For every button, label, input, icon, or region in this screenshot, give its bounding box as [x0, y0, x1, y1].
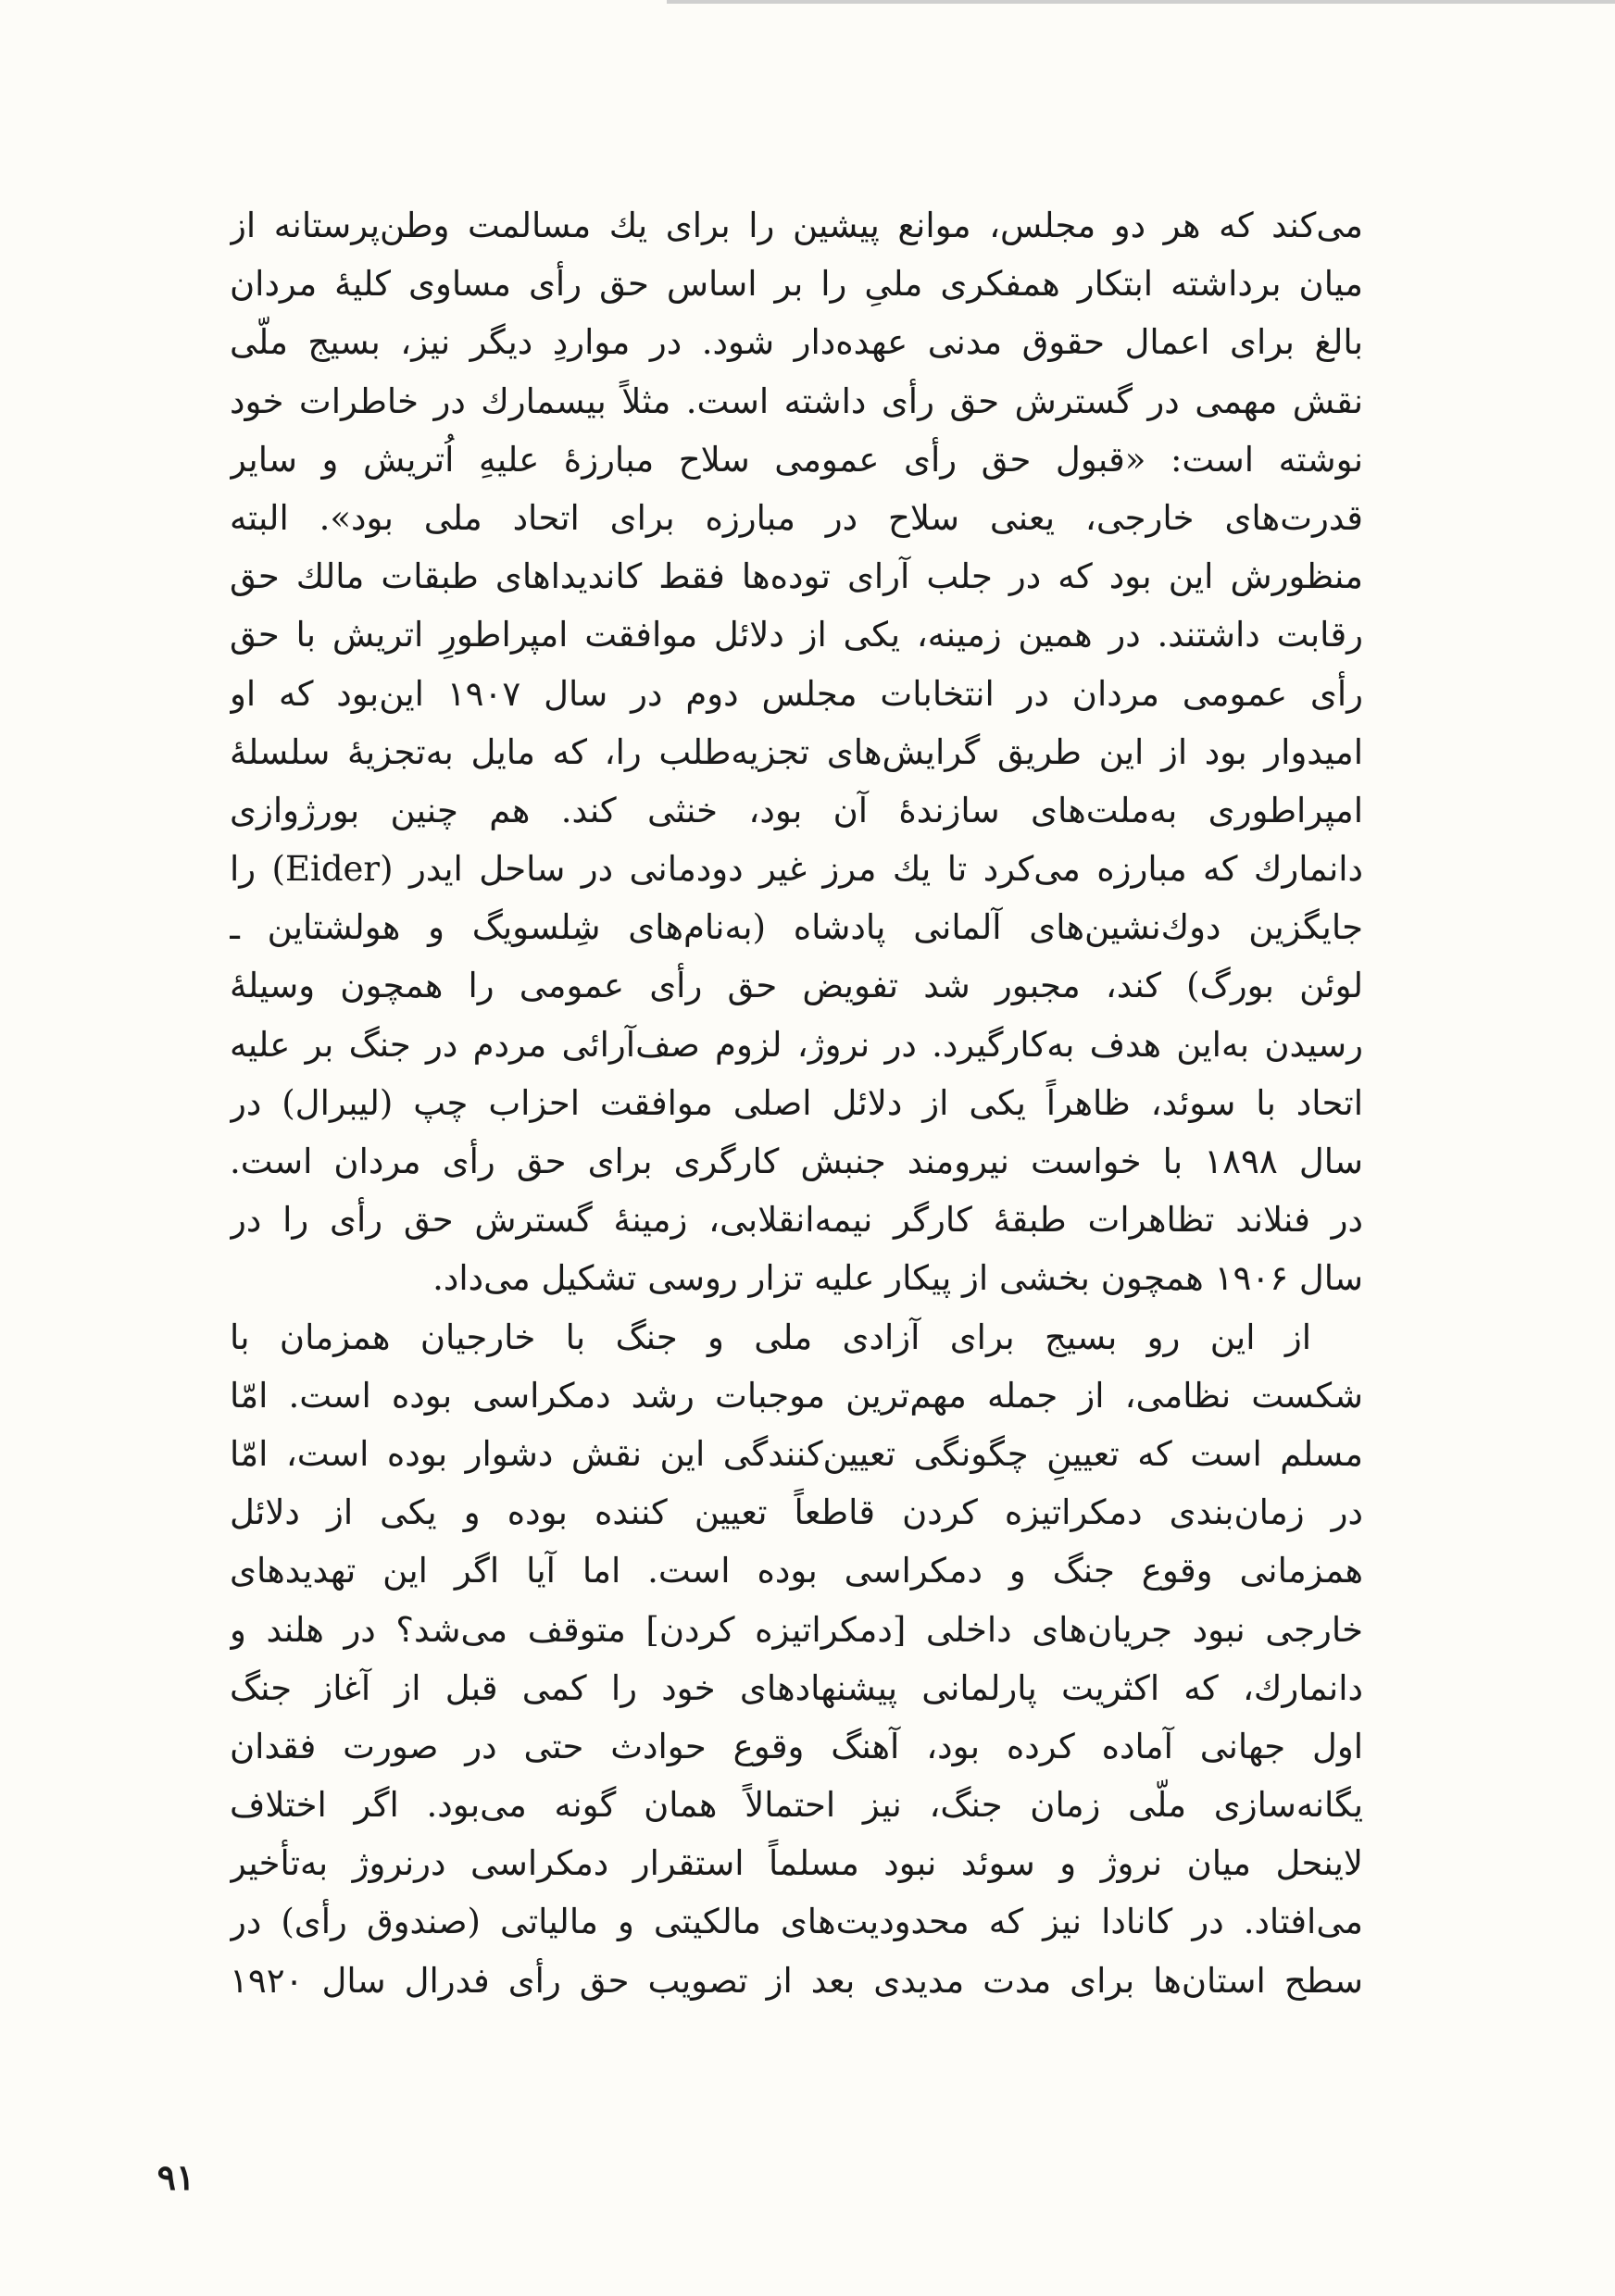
- text-line: منظورش این بود که در جلب آرای توده‌ها فقط کاندیداهای طبقات مالك حق: [230, 556, 1363, 597]
- text-line: در زمان‌بندی دمکراتیزه کردن قاطعاً تعیین کننده بوده و یکی از دلائل: [230, 1492, 1363, 1533]
- page-number: ۹۱: [156, 2156, 195, 2198]
- text-line: از این رو بسیج برای آزادی ملی و جنگ با خارجیان همزمان با: [230, 1316, 1311, 1357]
- text-line: نقش مهمی در گسترش حق رأی داشته است. مثلاً بیسمارك در خاطرات خود: [230, 381, 1363, 421]
- text-line: لوئن بورگ) کند، مجبور شد تفویض حق رأی عمومی را همچون وسیلهٔ: [230, 966, 1363, 1006]
- text-line: سال ۱۸۹۸ با خواست نیرومند جنبش کارگری برای حق رأی مردان است.: [230, 1142, 1363, 1181]
- text-line: میان برداشته ابتکار همفکری ملیِ را بر اساس حق رأی مساوی کلیهٔ مردان: [230, 264, 1363, 305]
- text-line: رسیدن به‌این هدف به‌کارگیرد. در نروژ، لزوم صف‌آرائی مردم در جنگ بر علیه: [230, 1024, 1363, 1065]
- text-line: جایگزین دوك‌نشین‌های آلمانی پادشاه (به‌نام‌های شِلسویگ و هولشتاین ـ: [230, 907, 1363, 948]
- text-line: نوشته است: «قبول حق رأی عمومی سلاح مبارزهٔ علیهِ اُتریش و سایر: [230, 439, 1363, 480]
- text-line: یگانه‌سازی ملّی زمان جنگ، نیز احتمالاً همان گونه می‌بود. اگر اختلاف: [230, 1785, 1363, 1826]
- text-line: همزمانی وقوع جنگ و دمکراسی بوده است. اما آیا اگر این تهدیدهای: [230, 1551, 1363, 1591]
- text-line: اتحاد با سوئد، ظاهراً یکی از دلائل اصلی موافقت احزاب چپ (لیبرال) در: [230, 1082, 1363, 1123]
- text-line: امپراطوری به‌ملت‌های سازندهٔ آن بود، خنثی کند. هم چنین بورژوازی: [230, 790, 1363, 830]
- text-line: مسلم است که تعیینِ چگونگی تعیین‌کنندگی این نقش دشوار بوده است، امّا: [230, 1433, 1363, 1474]
- text-line: رأی عمومی مردان در انتخابات مجلس دوم در سال ۱۹۰۷ این‌بود که او: [230, 673, 1363, 714]
- text-line: قدرت‌های خارجی، یعنی سلاح در مبارزه برای اتحاد ملی بود»‌. البته: [230, 497, 1363, 538]
- body-text: [230, 196, 1363, 2010]
- text-line: رقابت داشتند. در همین زمینه، یکی از دلائل موافقت امپراطورِ اتریش با حق: [230, 615, 1363, 655]
- scan-top-edge: [667, 0, 1615, 4]
- text-line: بالغ برای اعمال حقوق مدنی عهده‌دار شود. در مواردِ دیگر نیز، بسیج ملّی: [230, 322, 1363, 363]
- text-line: می‌کند که هر دو مجلس، موانع پیشین را برای یك مسالمت وطن‌پرستانه از: [230, 206, 1363, 245]
- text-line: امیدوار بود از این طریق گرایش‌های تجزیه‌طلب را، که مایل به‌تجزیهٔ سلسلهٔ: [230, 731, 1363, 772]
- text-line: اول جهانی آماده کرده بود، آهنگ وقوع حوادث حتی در صورت فقدان: [230, 1726, 1363, 1766]
- text-line: می‌افتاد. در کانادا نیز که محدودیت‌های مالکیتی و مالیاتی (صندوق رأی) در: [230, 1902, 1363, 1942]
- text-line: سال ۱۹۰۶ همچون بخشی از پیکار علیه تزار روسی تشکیل می‌داد.: [432, 1258, 1363, 1299]
- text-line: سطح استان‌ها برای مدت مدیدی بعد از تصویب حق رأی فدرال سال ۱۹۲۰: [230, 1960, 1363, 2001]
- text-line: لاینحل میان نروژ و سوئد نبود مسلماً استقرار دمکراسی درنروژ به‌تأخیر: [230, 1843, 1363, 1884]
- paragraph-2: [230, 1308, 1363, 2010]
- paragraph-1: [230, 196, 1363, 1308]
- text-line: شکست نظامی، از جمله مهم‌ترین موجبات رشد دمکراسی بوده است. امّا: [230, 1375, 1363, 1416]
- text-line: در فنلاند تظاهرات طبقهٔ کارگر نیمه‌انقلابی، زمینهٔ گسترش حق رأی را در: [230, 1200, 1363, 1241]
- text-line: خارجی نبود جریان‌های داخلی [دمکراتیزه کردن] متوقف می‌شد؟ در هلند و: [230, 1609, 1363, 1650]
- text-line: دانمارك که مبارزه می‌کرد تا یك مرز غیر دودمانی در ساحل ایدر (Eider) را: [230, 849, 1363, 890]
- text-line: دانمارك، که اکثریت پارلمانی پیشنهادهای خود را کمی قبل از آغاز جنگ: [230, 1667, 1363, 1708]
